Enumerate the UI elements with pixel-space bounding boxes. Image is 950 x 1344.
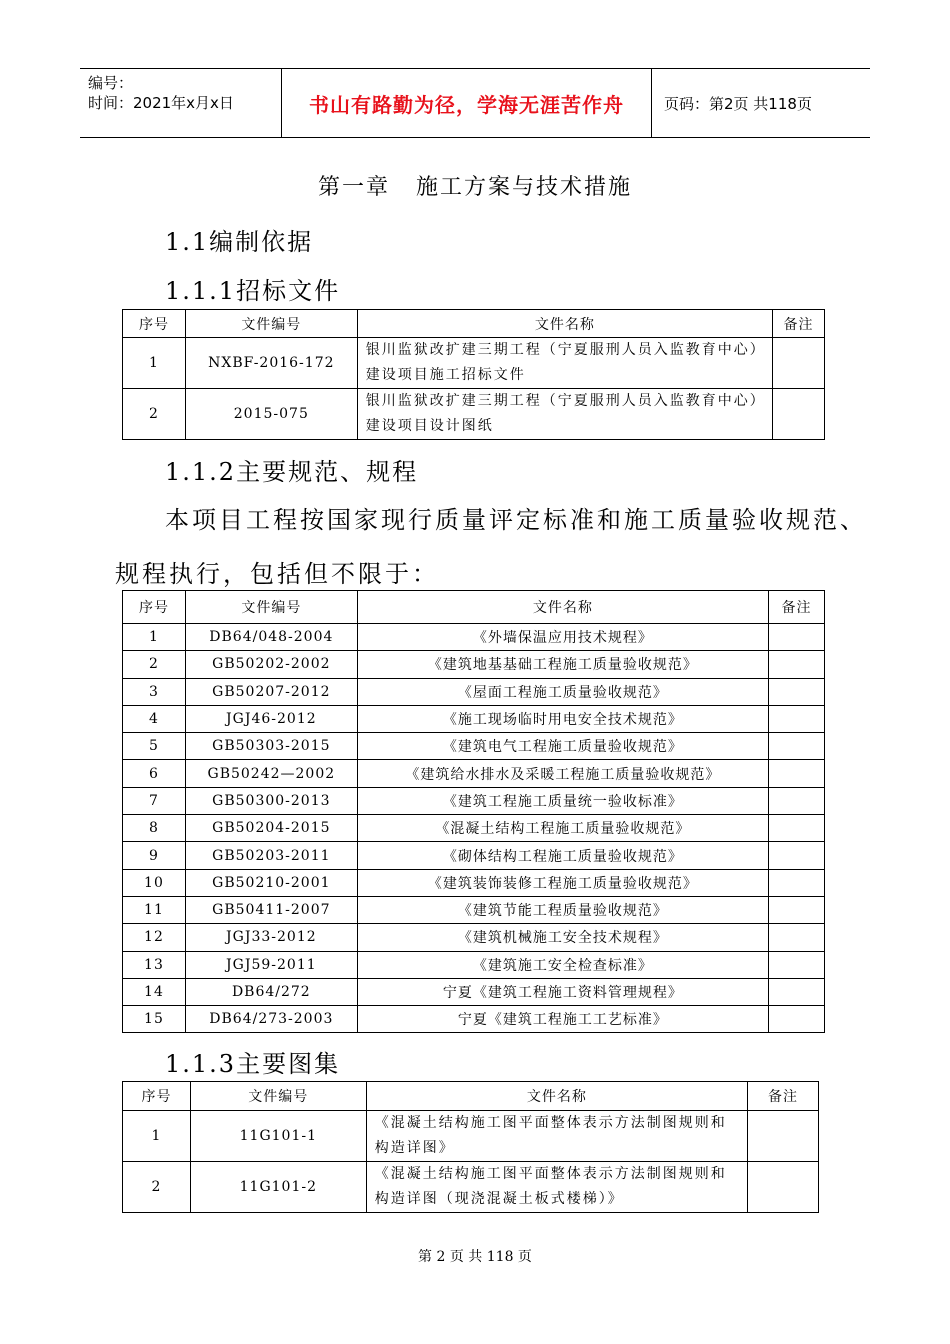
table-row bbox=[123, 1162, 819, 1213]
cell-name: 银川监狱改扩建三期工程（宁夏服刑人员入监教育中心）建设项目施工招标文件 bbox=[357, 338, 772, 389]
cell-code: GB50210-2001 bbox=[185, 869, 357, 896]
cell-code: GB50202-2002 bbox=[185, 651, 357, 678]
table-row bbox=[123, 1111, 819, 1162]
section-heading-1-1-2: 1.1.2主要规范、规程 bbox=[165, 458, 419, 486]
cell-code: JGJ33-2012 bbox=[185, 924, 357, 951]
standards-table bbox=[122, 590, 825, 1033]
table-row bbox=[123, 842, 825, 869]
header-note: 备注 bbox=[748, 1082, 819, 1111]
cell-seq: 6 bbox=[123, 760, 186, 787]
cell-name: 《建筑节能工程质量验收规范》 bbox=[357, 896, 768, 923]
cell-seq: 9 bbox=[123, 842, 186, 869]
cell-note bbox=[769, 651, 825, 678]
cell-name: 《混凝土结构施工图平面整体表示方法制图规则和构造详图》 bbox=[366, 1111, 747, 1162]
cell-name: 《外墙保温应用技术规程》 bbox=[357, 624, 768, 651]
cell-name: 《建筑机械施工安全技术规程》 bbox=[357, 924, 768, 951]
cell-note bbox=[769, 624, 825, 651]
cell-name: 《建筑给水排水及采暖工程施工质量验收规范》 bbox=[357, 760, 768, 787]
cell-code: DB64/272 bbox=[185, 978, 357, 1005]
cell-code: DB64/048-2004 bbox=[185, 624, 357, 651]
cell-seq: 2 bbox=[123, 1162, 191, 1213]
cell-code: GB50203-2011 bbox=[185, 842, 357, 869]
table-row bbox=[123, 651, 825, 678]
serial-label: 编号： bbox=[88, 74, 134, 92]
bidding-documents-table bbox=[122, 309, 825, 440]
header-code: 文件编号 bbox=[190, 1082, 366, 1111]
cell-name: 《屋面工程施工质量验收规范》 bbox=[357, 678, 768, 705]
header-seq: 序号 bbox=[123, 1082, 191, 1111]
cell-note bbox=[769, 678, 825, 705]
header-note: 备注 bbox=[769, 591, 825, 624]
cell-note bbox=[769, 842, 825, 869]
cell-note bbox=[769, 733, 825, 760]
header-name: 文件名称 bbox=[357, 310, 772, 338]
table-row bbox=[123, 951, 825, 978]
cell-seq: 2 bbox=[123, 651, 186, 678]
table-row bbox=[123, 896, 825, 923]
cell-seq: 1 bbox=[123, 1111, 191, 1162]
cell-name: 《建筑施工安全检查标准》 bbox=[357, 951, 768, 978]
cell-name: 《混凝土结构施工图平面整体表示方法制图规则和构造详图（现浇混凝土板式楼梯）》 bbox=[366, 1162, 747, 1213]
cell-code: JGJ46-2012 bbox=[185, 705, 357, 732]
header-code: 文件编号 bbox=[185, 310, 357, 338]
table-row bbox=[123, 389, 825, 440]
cell-seq: 3 bbox=[123, 678, 186, 705]
cell-code: GB50411-2007 bbox=[185, 896, 357, 923]
cell-note bbox=[769, 924, 825, 951]
cell-code: JGJ59-2011 bbox=[185, 951, 357, 978]
cell-seq: 13 bbox=[123, 951, 186, 978]
header-page-info: 页码：第2页 共118页 bbox=[664, 94, 812, 113]
cell-seq: 7 bbox=[123, 787, 186, 814]
table-row bbox=[123, 869, 825, 896]
header-seq: 序号 bbox=[123, 591, 186, 624]
cell-note bbox=[769, 815, 825, 842]
table-row bbox=[123, 924, 825, 951]
table-row bbox=[123, 815, 825, 842]
cell-code: GB50300-2013 bbox=[185, 787, 357, 814]
table-header-row bbox=[123, 591, 825, 624]
cell-seq: 1 bbox=[123, 338, 186, 389]
cell-seq: 12 bbox=[123, 924, 186, 951]
table-row bbox=[123, 978, 825, 1005]
cell-seq: 4 bbox=[123, 705, 186, 732]
time-label: 时间：2021年x月x日 bbox=[88, 94, 234, 112]
cell-name: 《混凝土结构工程施工质量验收规范》 bbox=[357, 815, 768, 842]
cell-note bbox=[769, 787, 825, 814]
cell-note bbox=[748, 1111, 819, 1162]
cell-code: GB50303-2015 bbox=[185, 733, 357, 760]
chapter-number: 第一章 bbox=[317, 175, 390, 200]
page-footer: 第 2 页 共 118 页 bbox=[418, 1249, 532, 1265]
cell-name: 《建筑装饰装修工程施工质量验收规范》 bbox=[357, 869, 768, 896]
section-heading-1-1: 1.1编制依据 bbox=[165, 228, 314, 256]
table-row bbox=[123, 678, 825, 705]
cell-seq: 2 bbox=[123, 389, 186, 440]
cell-code: NXBF-2016-172 bbox=[185, 338, 357, 389]
table-header-row bbox=[123, 310, 825, 338]
table-row bbox=[123, 1006, 825, 1033]
cell-code: 11G101-2 bbox=[190, 1162, 366, 1213]
cell-note bbox=[769, 951, 825, 978]
table-row bbox=[123, 733, 825, 760]
cell-note bbox=[773, 338, 825, 389]
header-note: 备注 bbox=[773, 310, 825, 338]
table-row bbox=[123, 705, 825, 732]
table-row bbox=[123, 624, 825, 651]
cell-name: 宁夏《建筑工程施工工艺标准》 bbox=[357, 1006, 768, 1033]
cell-name: 宁夏《建筑工程施工资料管理规程》 bbox=[357, 978, 768, 1005]
cell-seq: 8 bbox=[123, 815, 186, 842]
cell-name: 《施工现场临时用电安全技术规范》 bbox=[357, 705, 768, 732]
cell-seq: 5 bbox=[123, 733, 186, 760]
cell-note bbox=[769, 869, 825, 896]
atlas-table bbox=[122, 1081, 819, 1213]
cell-code: GB50204-2015 bbox=[185, 815, 357, 842]
header-name: 文件名称 bbox=[357, 591, 768, 624]
cell-name: 银川监狱改扩建三期工程（宁夏服刑人员入监教育中心）建设项目设计图纸 bbox=[357, 389, 772, 440]
page-header bbox=[80, 68, 870, 138]
cell-name: 《砌体结构工程施工质量验收规范》 bbox=[357, 842, 768, 869]
cell-note bbox=[769, 760, 825, 787]
cell-code: 2015-075 bbox=[185, 389, 357, 440]
cell-note bbox=[769, 705, 825, 732]
paragraph-line-2: 规程执行，包括但不限于： bbox=[115, 560, 439, 588]
header-meta bbox=[80, 69, 282, 137]
cell-seq: 1 bbox=[123, 624, 186, 651]
cell-seq: 14 bbox=[123, 978, 186, 1005]
cell-seq: 11 bbox=[123, 896, 186, 923]
cell-note bbox=[769, 978, 825, 1005]
section-heading-1-1-3: 1.1.3主要图集 bbox=[165, 1050, 341, 1078]
cell-code: 11G101-1 bbox=[190, 1111, 366, 1162]
header-code: 文件编号 bbox=[185, 591, 357, 624]
cell-note bbox=[769, 896, 825, 923]
cell-code: GB50242—2002 bbox=[185, 760, 357, 787]
chapter-title bbox=[0, 170, 950, 201]
table-row bbox=[123, 760, 825, 787]
cell-code: GB50207-2012 bbox=[185, 678, 357, 705]
header-motto: 书山有路勤为径，学海无涯苦作舟 bbox=[309, 92, 624, 117]
chapter-name: 施工方案与技术措施 bbox=[416, 175, 633, 200]
paragraph-line-1: 本项目工程按国家现行质量评定标准和施工质量验收规范、 bbox=[165, 506, 867, 534]
table-row bbox=[123, 338, 825, 389]
header-seq: 序号 bbox=[123, 310, 186, 338]
cell-seq: 15 bbox=[123, 1006, 186, 1033]
cell-name: 《建筑工程施工质量统一验收标准》 bbox=[357, 787, 768, 814]
table-header-row bbox=[123, 1082, 819, 1111]
header-name: 文件名称 bbox=[366, 1082, 747, 1111]
cell-seq: 10 bbox=[123, 869, 186, 896]
cell-code: DB64/273-2003 bbox=[185, 1006, 357, 1033]
section-heading-1-1-1: 1.1.1招标文件 bbox=[165, 277, 341, 305]
table-row bbox=[123, 787, 825, 814]
header-motto-cell bbox=[282, 69, 652, 137]
cell-name: 《建筑电气工程施工质量验收规范》 bbox=[357, 733, 768, 760]
cell-name: 《建筑地基基础工程施工质量验收规范》 bbox=[357, 651, 768, 678]
cell-note bbox=[769, 1006, 825, 1033]
cell-note bbox=[773, 389, 825, 440]
cell-note bbox=[748, 1162, 819, 1213]
